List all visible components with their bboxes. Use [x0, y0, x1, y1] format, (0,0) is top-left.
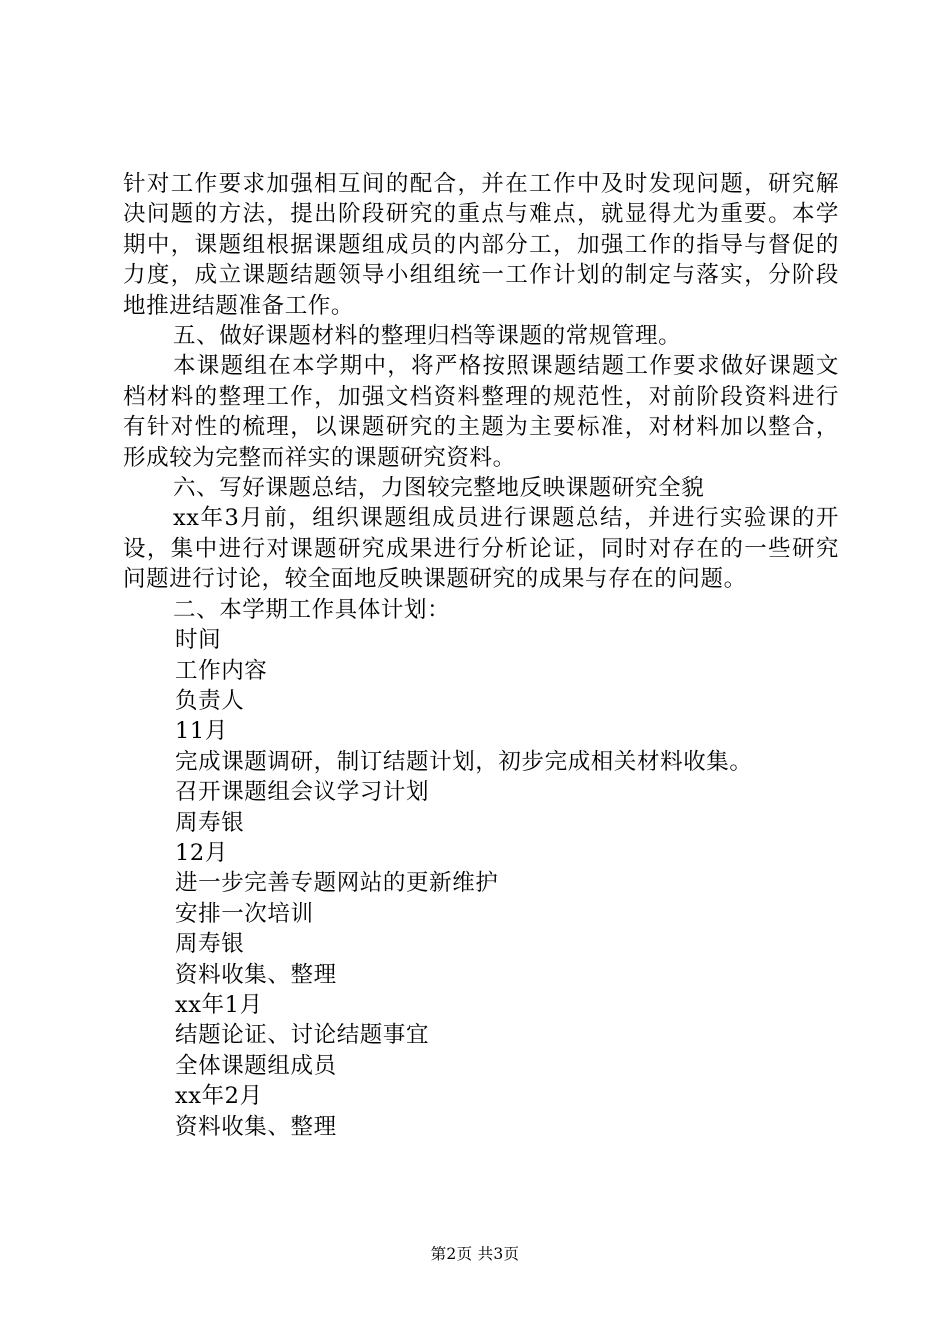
plan-list: [123, 625, 839, 1142]
plan-line: 周寿银: [175, 809, 245, 836]
paragraph-continuation: 针对工作要求加强相互间的配合，并在工作中及时发现问题，研究解决问题的方法，提出阶段研究的重点与难点，就显得尤为重要。本学期中，课题组根据课题组成员的内部分工，加强工作的指导与督促的力度，成立课题结题领导小组组统一工作计划的制定与落实，分阶段地推进结题准备工作。: [123, 171, 839, 319]
plan-line: 周寿银: [175, 931, 245, 958]
plan-header-owner: 负责人: [175, 687, 245, 714]
plan-line: 结题论证、讨论结题事宜: [175, 1022, 430, 1049]
plan-line: 11月: [175, 718, 228, 745]
plan-line: 资料收集、整理: [175, 1113, 337, 1140]
plan-line: 进一步完善专题网站的更新维护: [175, 870, 499, 897]
page-footer: 第2页 共3页: [430, 1245, 520, 1263]
plan-line: xx年1月: [175, 991, 263, 1018]
plan-line: 12月: [175, 839, 228, 866]
plan-line: 全体课题组成员: [175, 1052, 337, 1079]
plan-line: xx年2月: [175, 1083, 263, 1110]
plan-header-content: 工作内容: [175, 657, 268, 684]
section-heading-plan: 二、本学期工作具体计划：: [173, 596, 451, 623]
plan-line: 安排一次培训: [175, 900, 314, 927]
paragraph-archive: 本课题组在本学期中，将严格按照课题结题工作要求做好课题文档材料的整理工作，加强文档资料整理的规范性，对前阶段资料进行有针对性的梳理，以课题研究的主题为主要标准，对材料加以整合，形成较为完整而祥实的课题研究资料。: [123, 353, 839, 471]
plan-line: 资料收集、整理: [175, 961, 337, 988]
paragraph-summary: xx年3月前，组织课题组成员进行课题总结，并进行实验课的开设，集中进行对课题研究成果进行分析论证，同时对存在的一些研究问题进行讨论，较全面地反映课题研究的成果与存在的问题。: [123, 505, 839, 593]
plan-header-time: 时间: [175, 627, 222, 654]
plan-line: 完成课题调研，制订结题计划，初步完成相关材料收集。: [175, 748, 753, 775]
plan-line: 召开课题组会议学习计划: [175, 779, 430, 806]
section-heading-six: 六、写好课题总结，力图较完整地反映课题研究全貌: [173, 475, 705, 502]
document-body: [123, 169, 839, 1142]
section-heading-five: 五、做好课题材料的整理归档等课题的常规管理。: [173, 323, 682, 350]
